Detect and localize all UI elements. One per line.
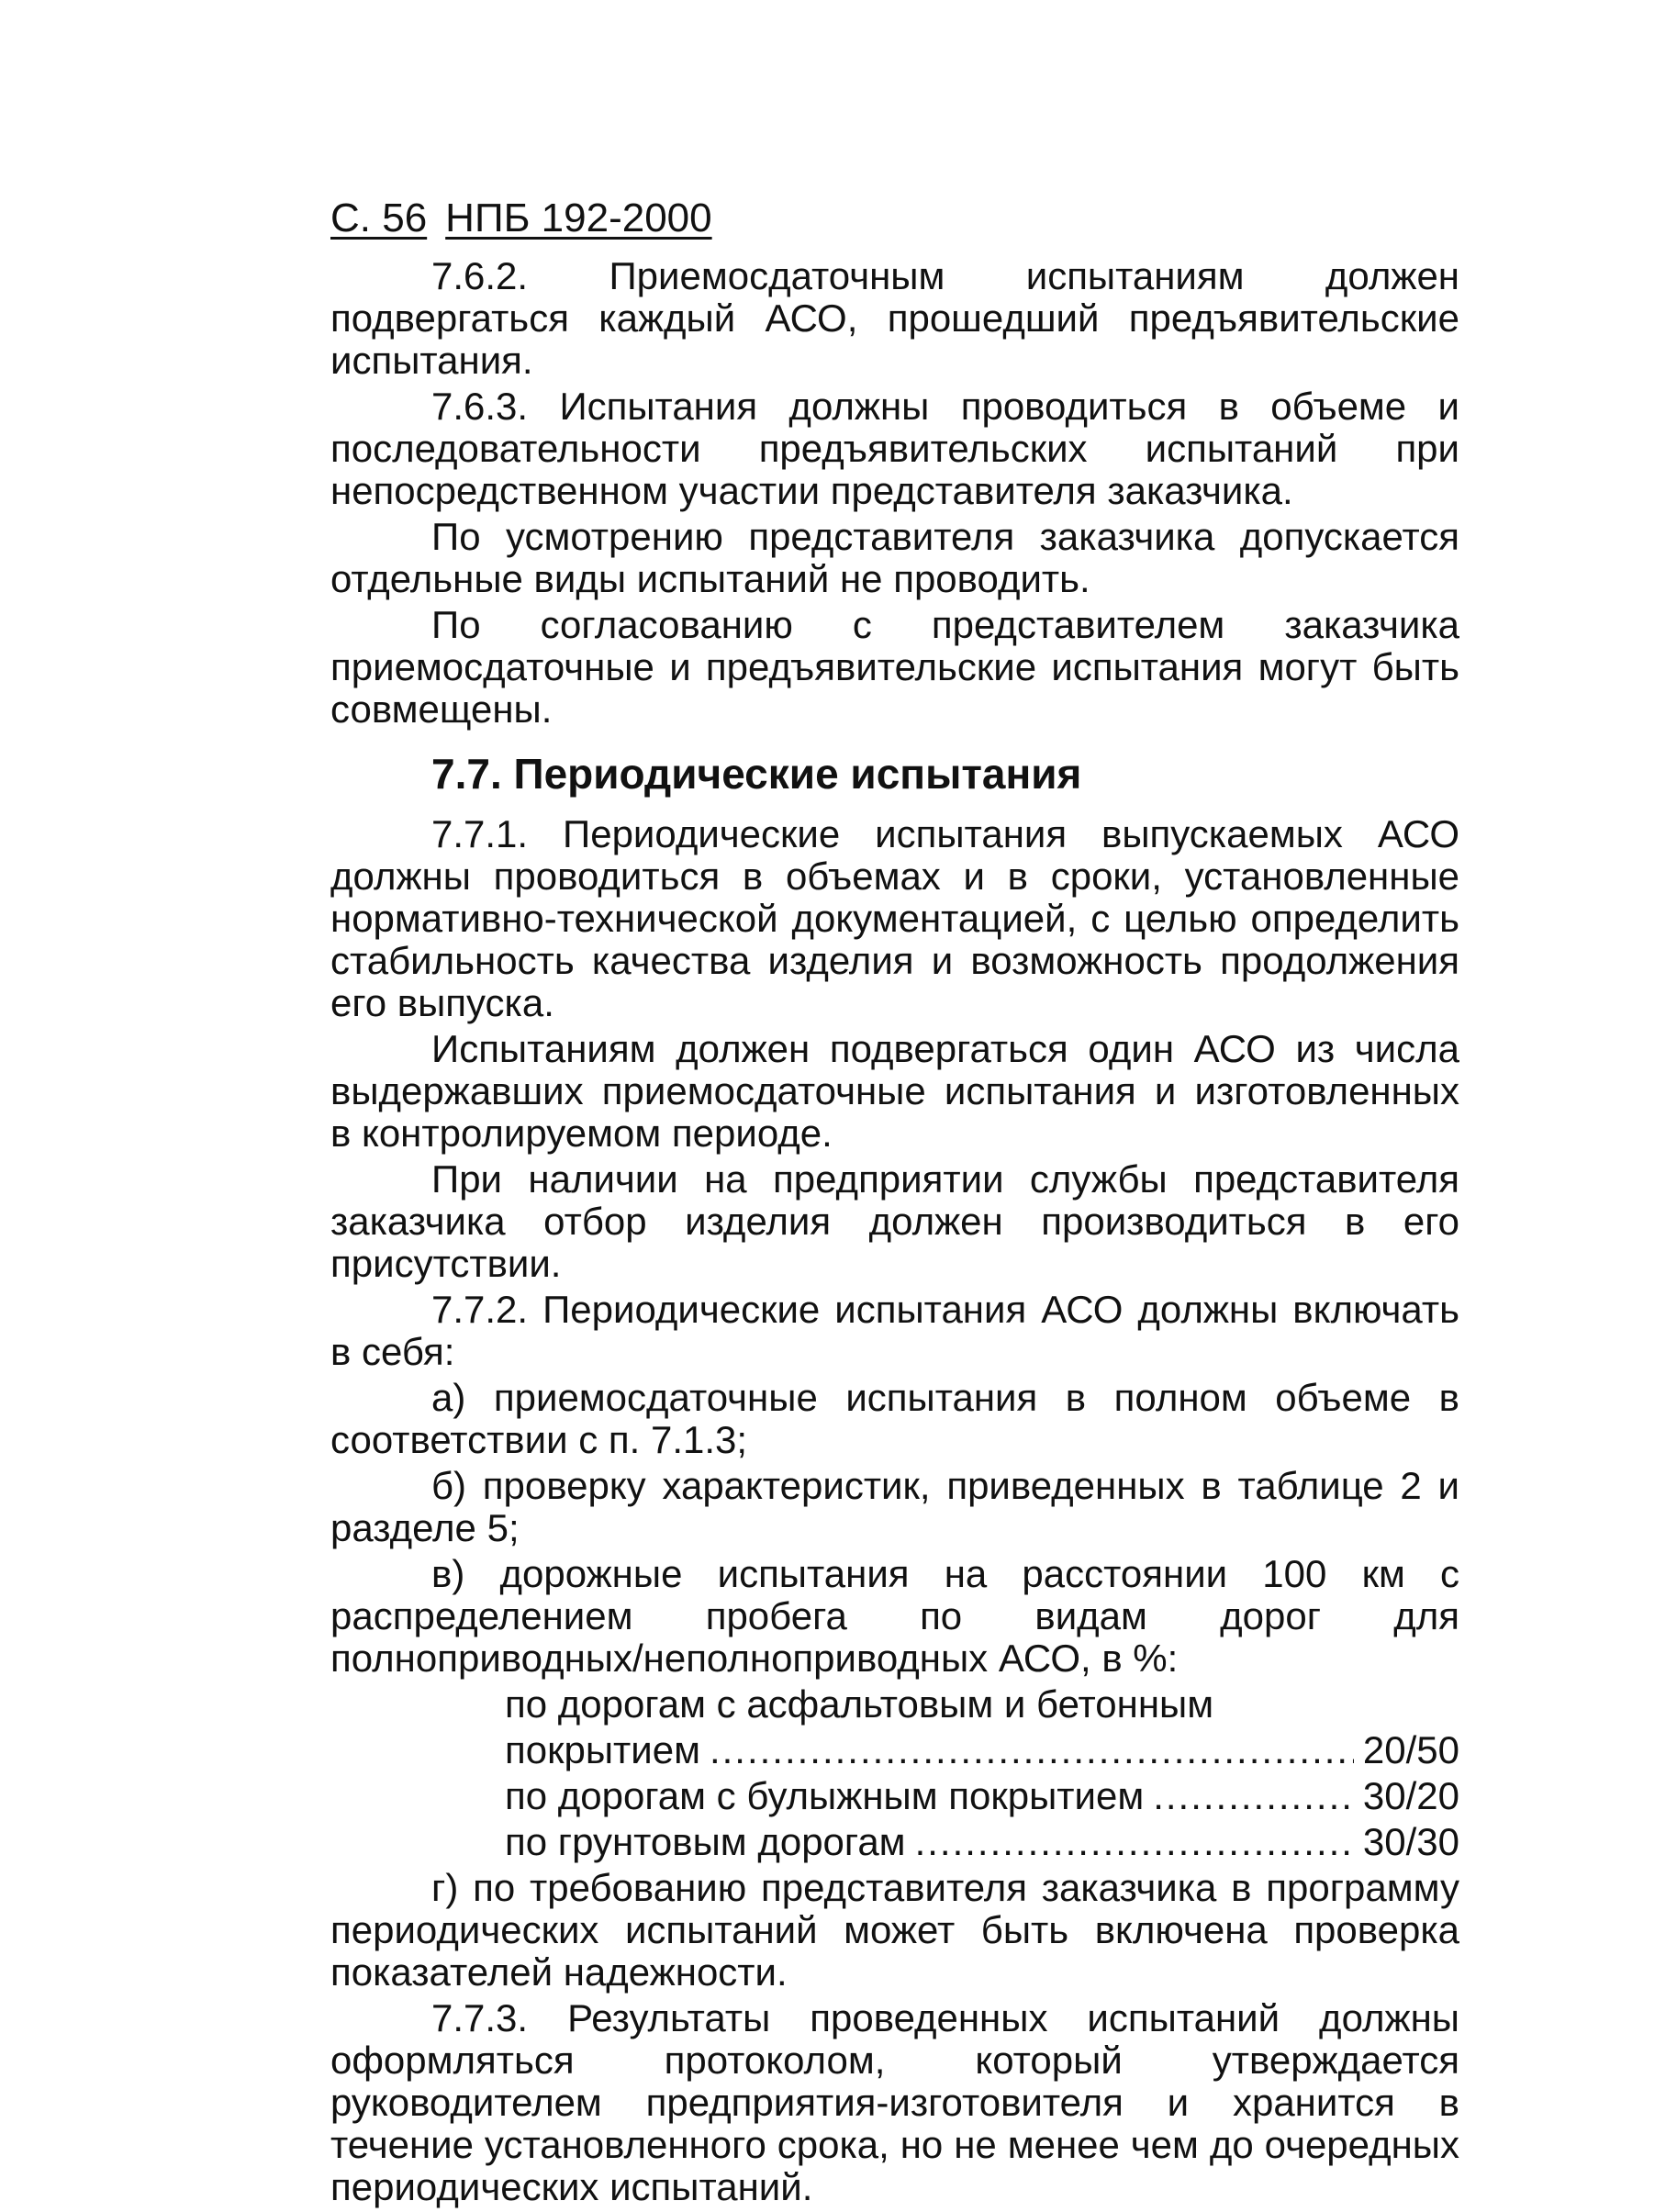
page-number: С. 56 — [330, 196, 428, 240]
paragraph-7-6-2: 7.6.2. Приемосдаточным испытаниям должен подвергаться каждый АСО, прошедший предъявительские испытания. — [330, 254, 1459, 382]
list-item-b: б) проверку характеристик, приведенных в таблице 2 и разделе 5; — [330, 1464, 1459, 1549]
paragraph-customer-presence: При наличии на предприятии службы представителя заказчика отбор изделия должен производиться в его присутствии. — [330, 1157, 1459, 1285]
document-code: НПБ 192-2000 — [445, 196, 712, 240]
road-asphalt-value: 20/50 — [1362, 1728, 1459, 1771]
list-item-a: а) приемосдаточные испытания в полном объеме в соответствии с п. 7.1.3; — [330, 1376, 1459, 1461]
paragraph-7-7-3: 7.7.3. Результаты проведенных испытаний должны оформляться протоколом, который утверждается руководителем предприятия-изготовителя и хранится в течение установленного срока, но не менее чем до очередных периодических испытаний. — [330, 1996, 1459, 2208]
road-asphalt-row — [505, 1729, 1459, 1771]
road-dirt-label: по грунтовым дорогам — [505, 1820, 906, 1863]
road-asphalt-label-cont: покрытием — [505, 1728, 700, 1771]
road-cobble-row — [505, 1775, 1459, 1817]
section-heading-7-7: 7.7. Периодические испытания — [431, 750, 1082, 798]
road-asphalt-label: по дорогам с асфальтовым и бетонным — [505, 1682, 1214, 1726]
document-page — [330, 193, 1459, 2212]
leader-dots — [710, 1729, 1354, 1771]
paragraph-7-7-1: 7.7.1. Периодические испытания выпускаемых АСО должны проводиться в объемах и в сроки, установленные нормативно-технической документацией, с целью определить стабильность качества изделия и возможность продолжения его выпуска. — [330, 812, 1459, 1024]
paragraph-sample-selection: Испытаниям должен подвергаться один АСО из числа выдержавших приемосдаточные испытания и изготовленных в контролируемом периоде. — [330, 1027, 1459, 1155]
page-header — [330, 193, 1459, 244]
paragraph-7-6-3: 7.6.3. Испытания должны проводиться в объеме и последовательности предъявительских испытаний при непосредственном участии представителя заказчика. — [330, 385, 1459, 512]
road-dirt-row — [505, 1821, 1459, 1863]
road-cobble-value: 30/20 — [1362, 1774, 1459, 1817]
leader-dots — [1153, 1775, 1354, 1817]
list-item-g: г) по требованию представителя заказчика в программу периодических испытаний может быть включена проверка показателей надежности. — [330, 1866, 1459, 1994]
road-cobble-label: по дорогам с булыжным покрытием — [505, 1774, 1145, 1817]
leader-dots — [915, 1821, 1354, 1863]
paragraph-7-7-2: 7.7.2. Периодические испытания АСО должны включать в себя: — [330, 1288, 1459, 1373]
paragraph-discretion: По усмотрению представителя заказчика допускается отдельные виды испытаний не проводить. — [330, 515, 1459, 600]
list-item-v: в) дорожные испытания на расстоянии 100 км с распределением пробега по видам дорог для полноприводных/неполноприводных АСО, в %: — [330, 1552, 1459, 1680]
paragraph-combination: По согласованию с представителем заказчика приемосдаточные и предъявительские испытания могут быть совмещены. — [330, 603, 1459, 731]
road-dirt-value: 30/30 — [1362, 1820, 1459, 1863]
